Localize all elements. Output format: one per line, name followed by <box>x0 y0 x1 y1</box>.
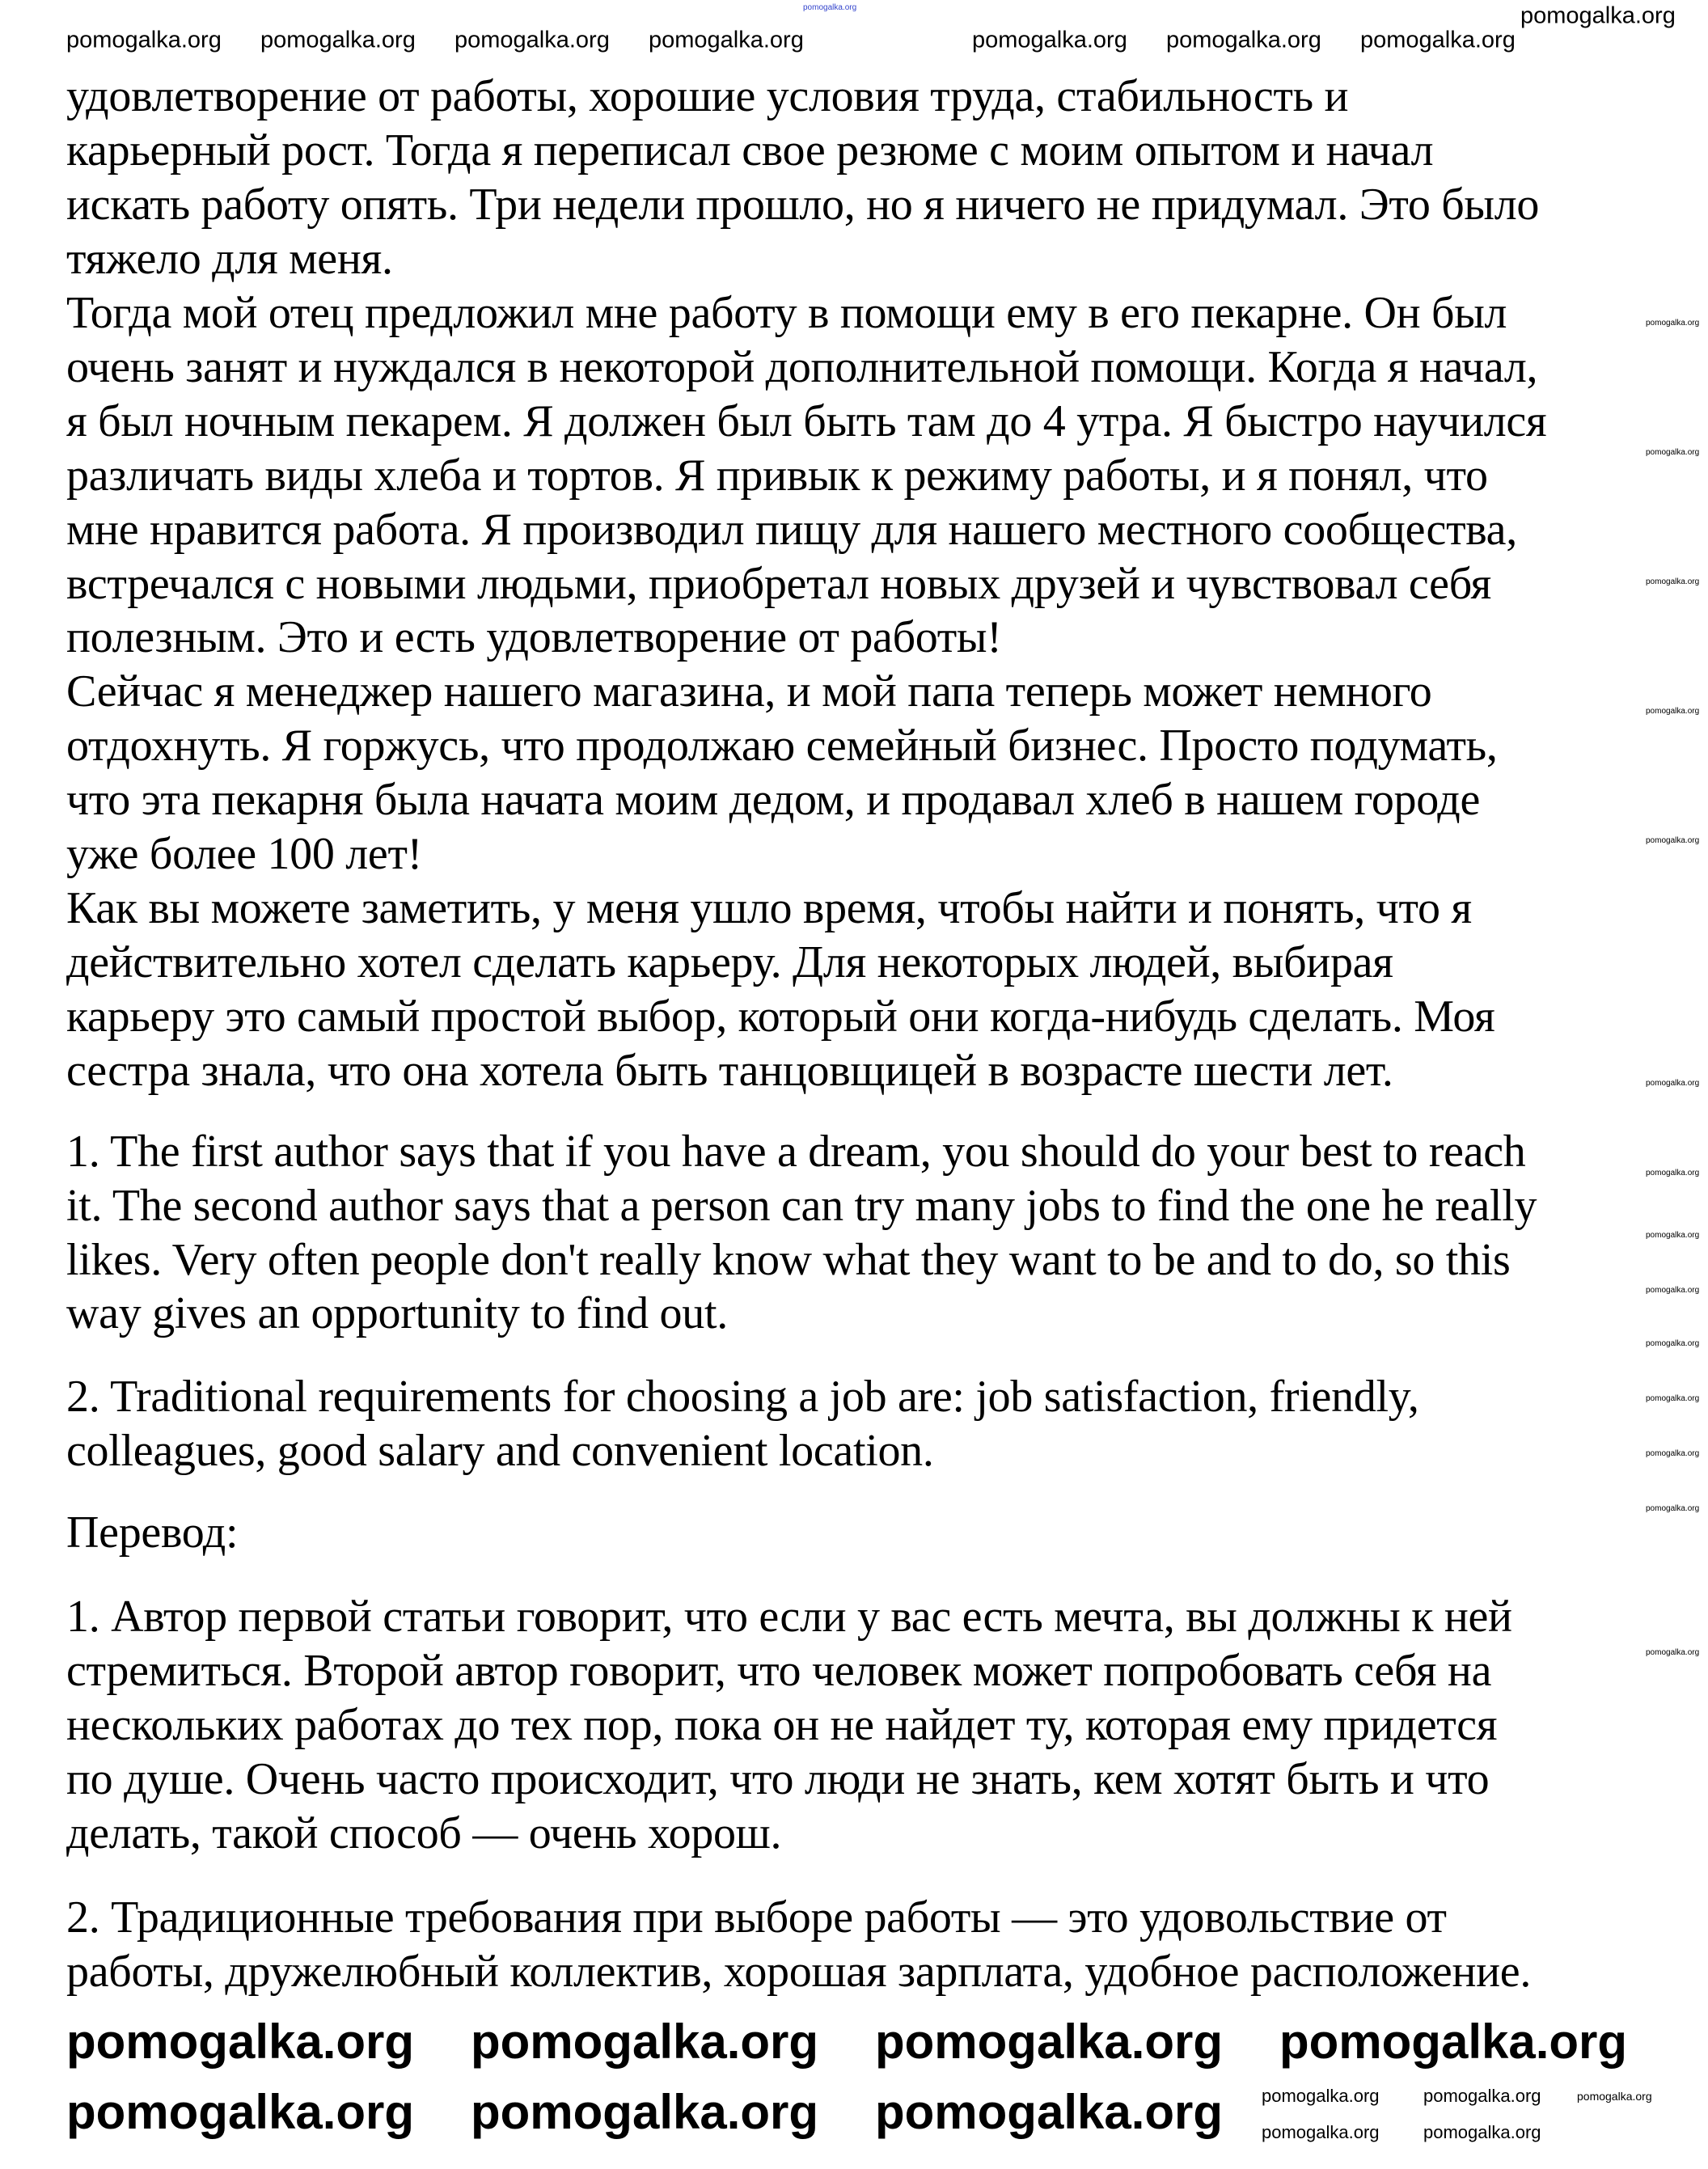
watermark: pomogalka.org <box>972 27 1127 53</box>
translation-heading: Перевод: <box>66 1507 239 1558</box>
story-line: карьеру это самый простой выбор, который они когда-нибудь сделать. Моя <box>66 991 1495 1042</box>
watermark: pomogalka.org <box>471 2085 819 2139</box>
watermark: pomogalka.org <box>66 2085 415 2139</box>
watermark: pomogalka.org <box>875 2015 1224 2069</box>
watermark: pomogalka.org <box>1577 2090 1652 2103</box>
story-line: тяжело для меня. <box>66 233 393 284</box>
watermark: pomogalka.org <box>1262 2122 1380 2142</box>
watermark: pomogalka.org <box>1262 2086 1380 2106</box>
watermark: pomogalka.org <box>454 27 610 53</box>
story-line: я был ночным пекарем. Я должен был быть там до 4 утра. Я быстро научился <box>66 395 1547 446</box>
watermark: pomogalka.org <box>875 2085 1224 2139</box>
answer-1-en-line: way gives an opportunity to find out. <box>66 1288 728 1339</box>
answer-2-ru-line: 2. Традиционные требования при выборе работы — это удовольствие от <box>66 1892 1447 1943</box>
watermark: pomogalka.org <box>1646 1504 1700 1513</box>
watermark: pomogalka.org <box>1166 27 1321 53</box>
watermark: pomogalka.org <box>1646 1231 1700 1240</box>
watermark: pomogalka.org <box>1646 448 1700 457</box>
watermark: pomogalka.org <box>1646 1394 1700 1403</box>
answer-1-ru-line: нескольких работах до тех пор, пока он не найдет ту, которая ему придется <box>66 1700 1498 1751</box>
watermark: pomogalka.org <box>1646 1648 1700 1657</box>
story-line: искать работу опять. Три недели прошло, но я ничего не придумал. Это было <box>66 180 1540 230</box>
answer-1-ru-line: стремиться. Второй автор говорит, что человек может попробовать себя на <box>66 1646 1492 1697</box>
story-line: очень занят и нуждался в некоторой дополнительной помощи. Когда я начал, <box>66 341 1538 392</box>
story-line: различать виды хлеба и тортов. Я привык к режиму работы, и я понял, что <box>66 450 1488 501</box>
watermark: pomogalka.org <box>471 2015 819 2069</box>
answer-1-en-line: it. The second author says that a person can try many jobs to find the one he really <box>66 1180 1537 1231</box>
answer-1-ru-line: делать, такой способ — очень хорош. <box>66 1808 782 1859</box>
watermark: pomogalka.org <box>1646 1286 1700 1295</box>
story-line: сестра знала, что она хотела быть танцовщицей в возрасте шести лет. <box>66 1045 1393 1096</box>
story-line: действительно хотел сделать карьеру. Для некоторых людей, выбирая <box>66 937 1393 988</box>
story-line: полезным. Это и есть удовлетворение от работы! <box>66 612 1002 663</box>
watermark: pomogalka.org <box>1423 2122 1541 2142</box>
answer-2-ru-line: работы, дружелюбный коллектив, хорошая зарплата, удобное расположение. <box>66 1946 1532 1997</box>
watermark: pomogalka.org <box>803 3 857 12</box>
watermark: pomogalka.org <box>66 27 222 53</box>
watermark: pomogalka.org <box>649 27 804 53</box>
story-line: Как вы можете заметить, у меня ушло время, чтобы найти и понять, что я <box>66 883 1472 934</box>
story-line: встречался с новыми людьми, приобретал новых друзей и чувствовал себя <box>66 558 1491 609</box>
watermark: pomogalka.org <box>1646 836 1700 845</box>
story-line: отдохнуть. Я горжусь, что продолжаю семейный бизнес. Просто подумать, <box>66 721 1498 772</box>
story-line: мне нравится работа. Я производил пищу для нашего местного сообщества, <box>66 504 1517 555</box>
watermark: pomogalka.org <box>1279 2015 1628 2069</box>
watermark: pomogalka.org <box>1646 1079 1700 1088</box>
watermark: pomogalka.org <box>1360 27 1516 53</box>
watermark: pomogalka.org <box>1646 1169 1700 1178</box>
watermark: pomogalka.org <box>1646 707 1700 716</box>
watermark: pomogalka.org <box>1646 1339 1700 1348</box>
story-line: Тогда мой отец предложил мне работу в помощи ему в его пекарне. Он был <box>66 287 1507 338</box>
answer-1-ru-line: по душе. Очень часто происходит, что люди не знать, кем хотят быть и что <box>66 1754 1490 1805</box>
watermark: pomogalka.org <box>260 27 416 53</box>
watermark: pomogalka.org <box>1646 319 1700 328</box>
story-line: карьерный рост. Тогда я переписал свое резюме с моим опытом и начал <box>66 125 1434 176</box>
watermark: pomogalka.org <box>1520 2 1676 29</box>
story-line: что эта пекарня была начата моим дедом, и продавал хлеб в нашем городе <box>66 775 1481 826</box>
story-line: Сейчас я менеджер нашего магазина, и мой папа теперь может немного <box>66 666 1432 717</box>
story-line: уже более 100 лет! <box>66 829 423 880</box>
watermark: pomogalka.org <box>1646 577 1700 586</box>
answer-2-en-line: colleagues, good salary and convenient location. <box>66 1425 934 1476</box>
answer-1-en-line: 1. The first author says that if you have a dream, you should do your best to reach <box>66 1126 1526 1177</box>
answer-2-en-line: 2. Traditional requirements for choosing a job are: job satisfaction, friendly, <box>66 1371 1419 1422</box>
answer-1-ru-line: 1. Автор первой статьи говорит, что если у вас есть мечта, вы должны к ней <box>66 1592 1512 1643</box>
story-line: удовлетворение от работы, хорошие условия труда, стабильность и <box>66 71 1349 122</box>
answer-1-en-line: likes. Very often people don't really know what they want to be and to do, so this <box>66 1234 1511 1285</box>
watermark: pomogalka.org <box>66 2015 415 2069</box>
watermark: pomogalka.org <box>1646 1449 1700 1458</box>
watermark: pomogalka.org <box>1423 2086 1541 2106</box>
